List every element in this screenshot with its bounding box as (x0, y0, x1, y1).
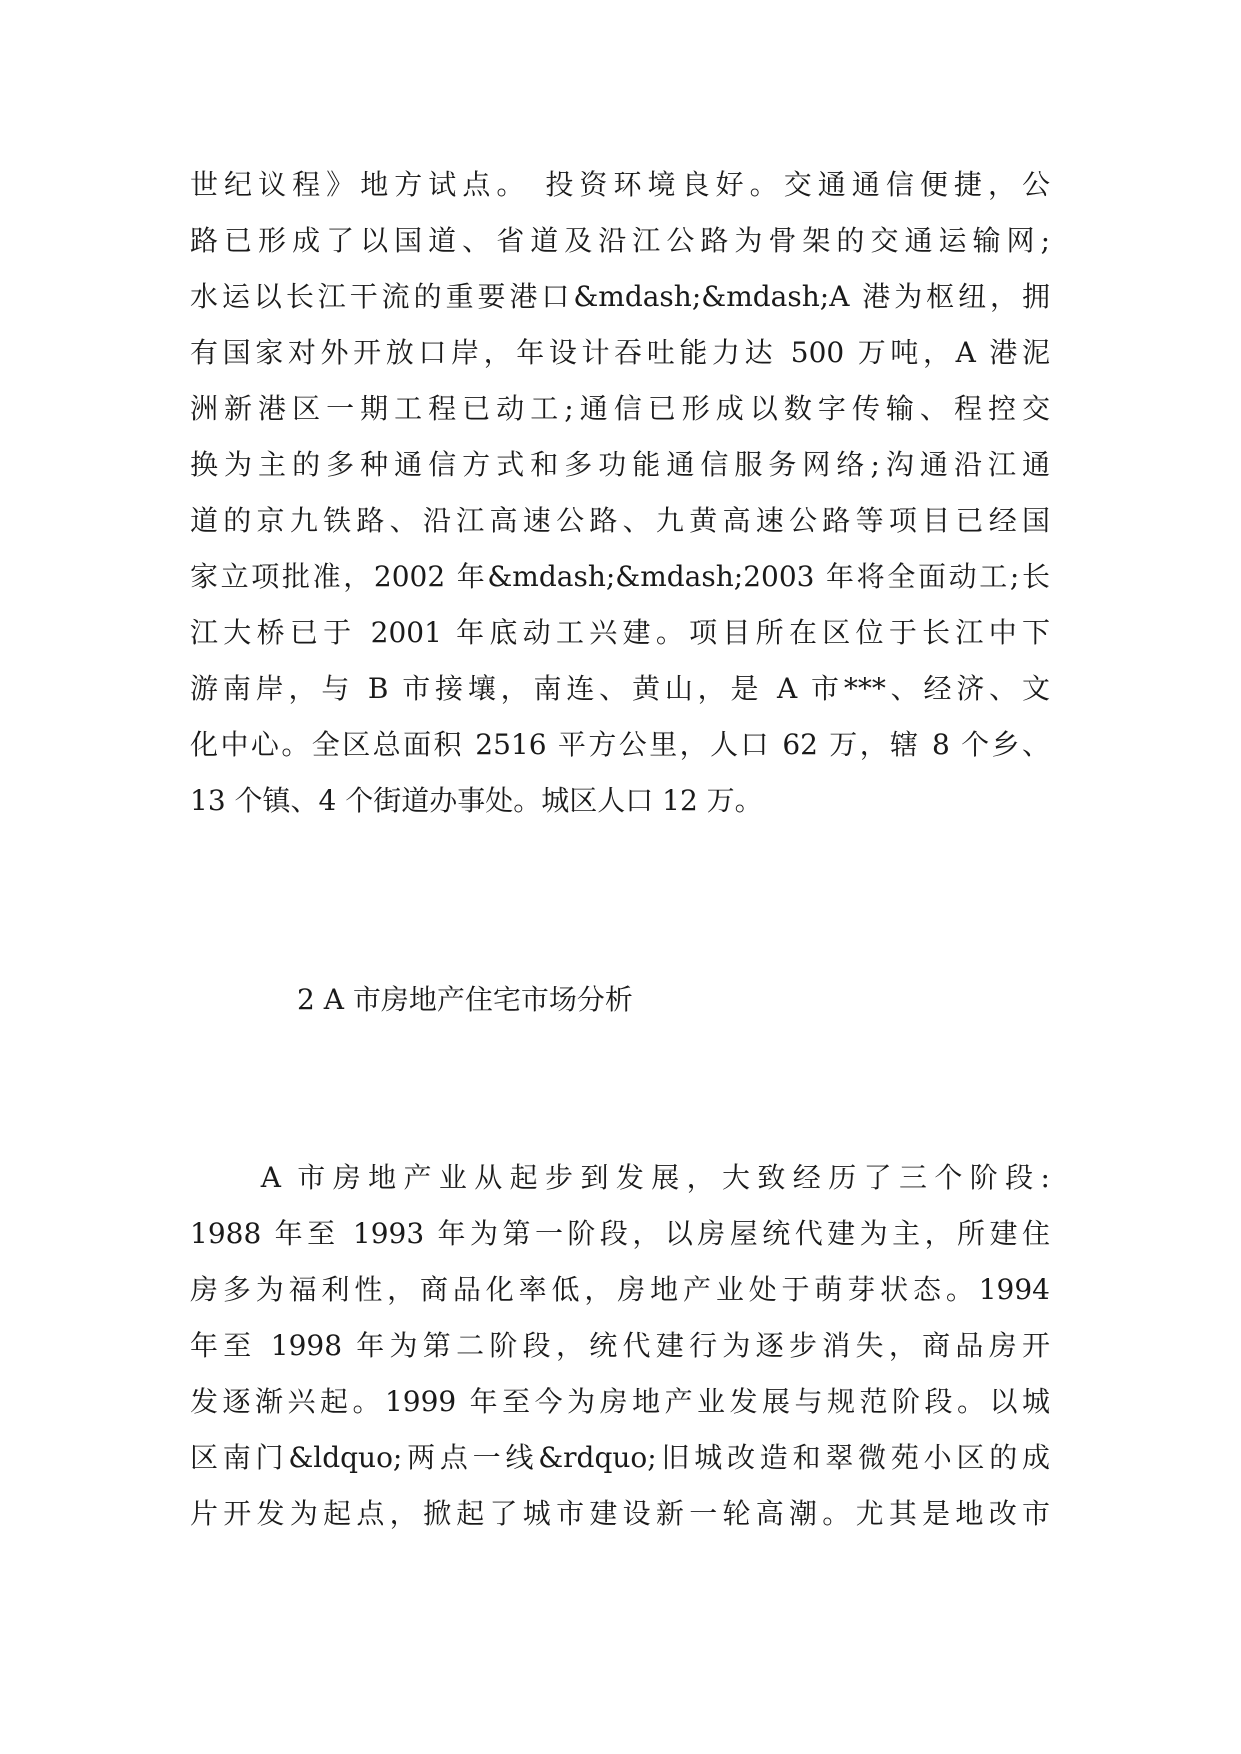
text-line: 江大桥已于 2001 年底动工兴建。项目所在区位于长江中下 (190, 616, 1050, 649)
text-line: 1988 年至 1993 年为第一阶段，以房屋统代建为主，所建住 (190, 1217, 1050, 1250)
text-line: 游南岸，与 B 市接壤，南连、黄山，是 A 市***、经济、文 (190, 672, 1050, 705)
text-line: 道的京九铁路、沿江高速公路、九黄高速公路等项目已经国 (190, 504, 1050, 537)
text-line: 有国家对外开放口岸，年设计吞吐能力达 500 万吨，A 港泥 (190, 336, 1050, 369)
text-line: 水运以长江干流的重要港口&mdash;&mdash;A 港为枢纽，拥 (190, 280, 1050, 313)
text-line: 换为主的多种通信方式和多功能通信服务网络;沟通沿江通 (190, 448, 1050, 481)
text-line: 区南门&ldquo;两点一线&rdquo;旧城改造和翠微苑小区的成 (190, 1441, 1050, 1474)
text-line: 路已形成了以国道、省道及沿江公路为骨架的交通运输网; (190, 224, 1050, 257)
text-line: A 市房地产业从起步到发展，大致经历了三个阶段: (190, 1161, 1050, 1194)
text-line: 洲新港区一期工程已动工;通信已形成以数字传输、程控交 (190, 392, 1050, 425)
text-line: 发逐渐兴起。1999 年至今为房地产业发展与规范阶段。以城 (190, 1385, 1050, 1418)
paragraph-market-stages (190, 1150, 1050, 1542)
text-line: 世纪议程》地方试点。 投资环境良好。交通通信便捷，公 (190, 168, 1050, 201)
section-heading: 2 A 市房地产住宅市场分析 (297, 983, 633, 1016)
text-line: 13 个镇、4 个街道办事处。城区人口 12 万。 (190, 784, 763, 817)
text-line: 年至 1998 年为第二阶段，统代建行为逐步消失，商品房开 (190, 1329, 1050, 1362)
text-line: 房多为福利性，商品化率低，房地产业处于萌芽状态。1994 (190, 1273, 1050, 1306)
paragraph-transport-overview (190, 157, 1050, 829)
text-line: 片开发为起点，掀起了城市建设新一轮高潮。尤其是地改市 (190, 1497, 1050, 1530)
text-line: 化中心。全区总面积 2516 平方公里，人口 62 万，辖 8 个乡、 (190, 728, 1050, 761)
text-line: 家立项批准，2002 年&mdash;&mdash;2003 年将全面动工;长 (190, 560, 1050, 593)
